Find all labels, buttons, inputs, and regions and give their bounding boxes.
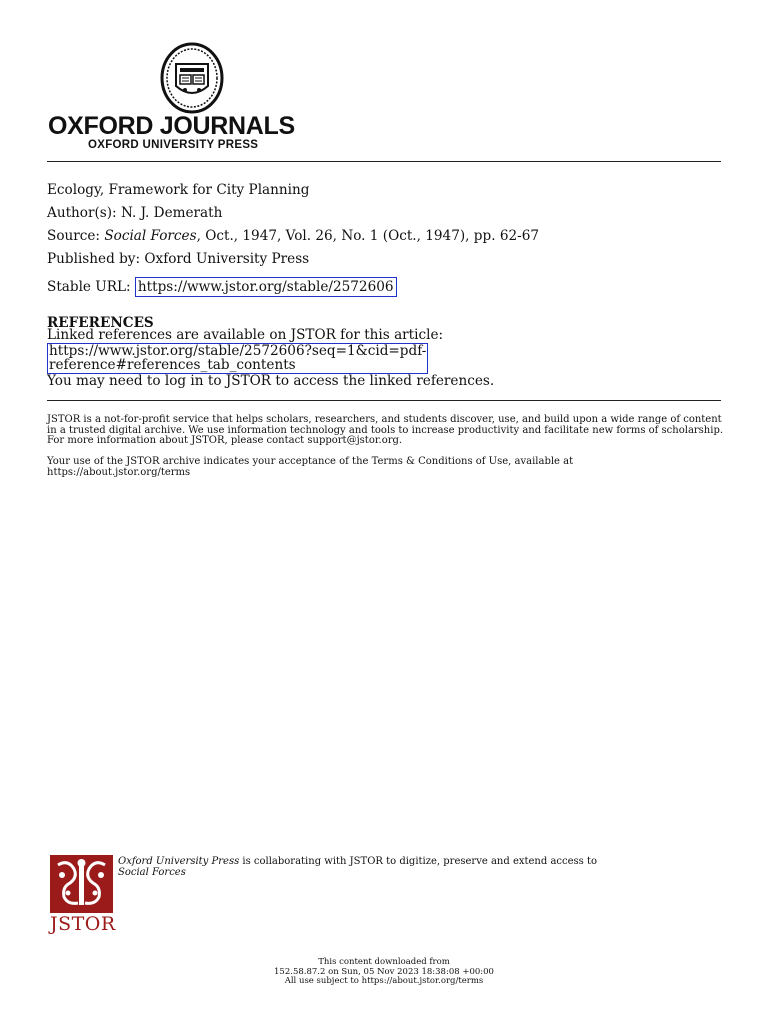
author-label: Author(s): [47, 205, 117, 221]
collab-text: is collaborating with JSTOR to digitize, preserve and extend access to [239, 856, 598, 867]
stable-url-label: Stable URL: [47, 279, 131, 295]
header-divider [47, 161, 721, 162]
source-journal: Social Forces [104, 228, 197, 244]
references-login-note: You may need to log in to JSTOR to access the linked references. [47, 372, 495, 389]
footer-line3: All use subject to https://about.jstor.org/terms [284, 976, 484, 986]
article-source [47, 227, 539, 245]
download-footer [0, 958, 768, 987]
oxford-university-press-brand: OXFORD UNIVERSITY PRESS [88, 139, 259, 151]
stable-url-row [47, 277, 397, 297]
references-body [47, 328, 494, 388]
oxford-seal-icon [160, 42, 224, 114]
article-publisher [47, 250, 309, 268]
references-link[interactable] [47, 343, 428, 374]
stable-url-link[interactable]: https://www.jstor.org/stable/2572606 [135, 277, 397, 297]
publisher-value: Oxford University Press [144, 251, 310, 267]
terms-link[interactable]: https://about.jstor.org/terms [47, 466, 191, 478]
article-author [47, 204, 222, 222]
jstor-logo-icon [50, 855, 113, 913]
source-details: , Oct., 1947, Vol. 26, No. 1 (Oct., 1947), pp. 62-67 [196, 228, 540, 244]
jstor-wordmark: JSTOR [50, 913, 116, 935]
footer-line1: This content downloaded from [318, 957, 450, 967]
oxford-journals-brand: OXFORD JOURNALS [48, 112, 295, 140]
collab-journal: Social Forces [118, 867, 186, 878]
footer-line2: 152.58.87.2 on Sun, 05 Nov 2023 18:38:08 +00:00 [274, 966, 494, 977]
terms-notice-line1: Your use of the JSTOR archive indicates your acceptance of the Terms & Conditions of Use, available at [47, 456, 574, 467]
source-label: Source: [47, 228, 100, 244]
collab-publisher: Oxford University Press [118, 856, 240, 867]
references-divider [47, 400, 721, 401]
references-intro: Linked references are available on JSTOR for this article: [47, 327, 444, 343]
article-title: Ecology, Framework for City Planning [47, 182, 310, 198]
collaboration-note [118, 856, 597, 878]
terms-notice [47, 457, 727, 478]
references-link-line2: reference#references_tab_contents [49, 357, 296, 373]
references-heading: REFERENCES [47, 315, 154, 331]
author-value: N. J. Demerath [120, 205, 223, 221]
publisher-label: Published by: [47, 251, 141, 267]
jstor-notice: JSTOR is a not-for-profit service that helps scholars, researchers, and students discover, use, and build upon a wide range of content in a trusted digital archive. We use information technology and tools to increase productivity and facilitate new forms of scholarship. For more information about JSTOR, please contact support@jstor.org. [47, 414, 724, 446]
references-link-line1: https://www.jstor.org/stable/2572606?seq=1&cid=pdf- [49, 342, 427, 359]
